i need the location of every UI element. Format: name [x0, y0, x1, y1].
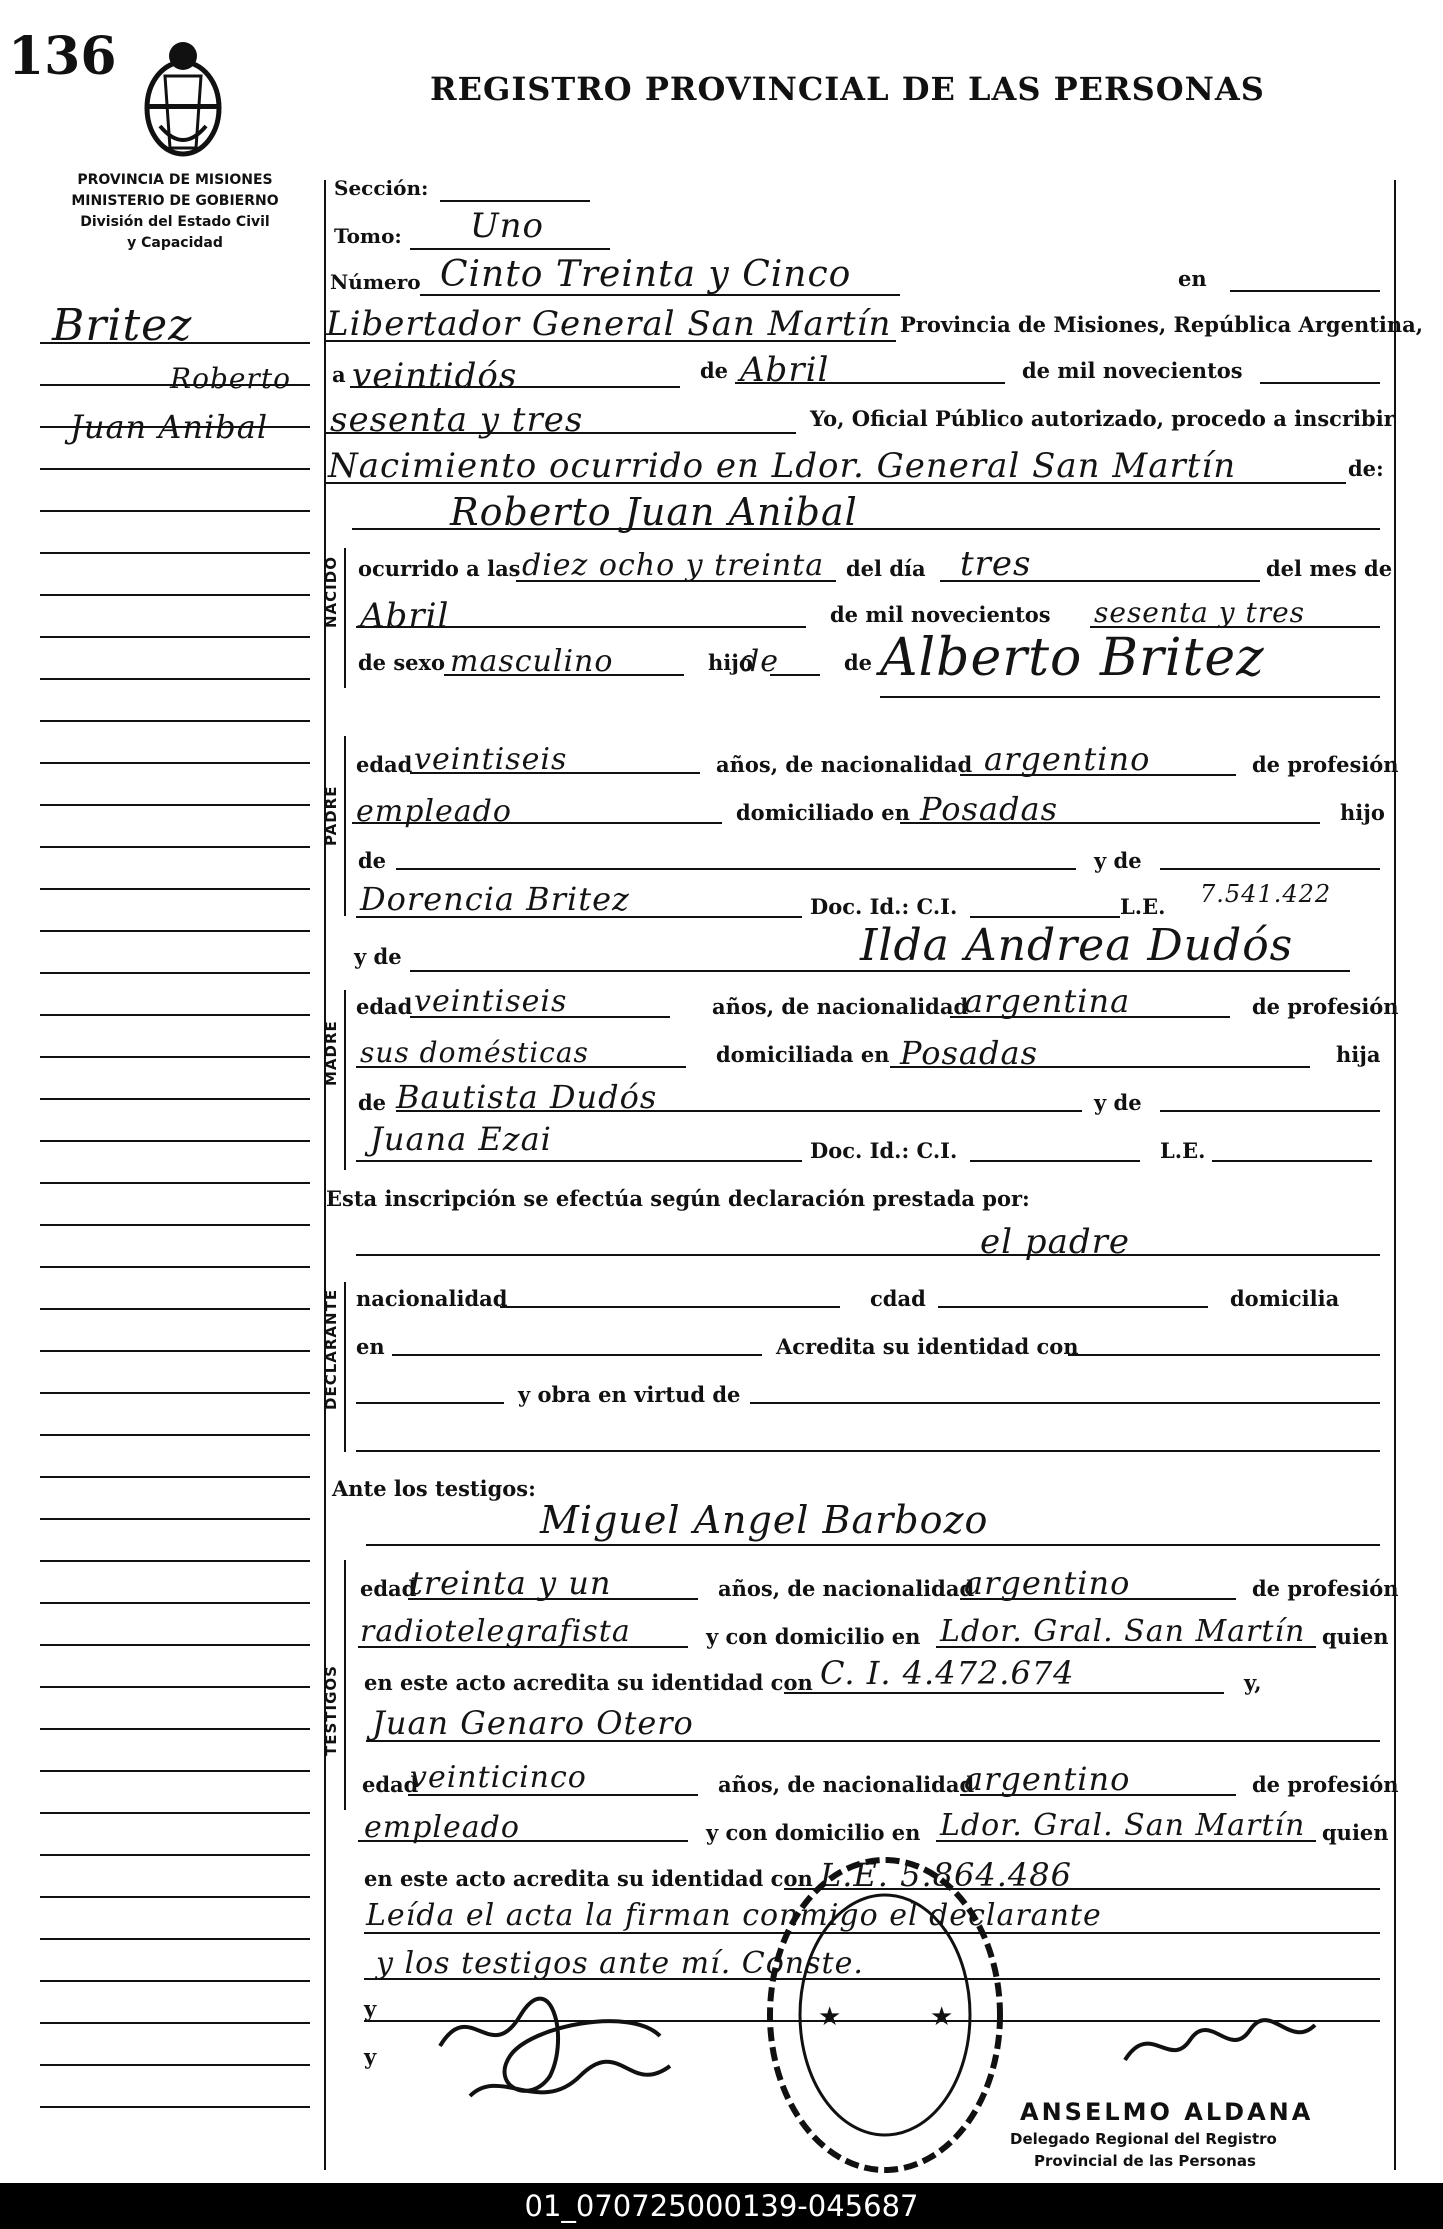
inscripcion-label: Esta inscripción se efectúa según declaración prestada por:: [326, 1186, 1030, 1211]
margin-rule: [40, 1056, 310, 1058]
margin-surname: Britez: [52, 300, 193, 351]
svg-text:★: ★: [818, 2002, 842, 2031]
margin-rule: [40, 1896, 310, 1898]
profesion-label: de profesión: [1252, 752, 1399, 777]
ocurrido-label: ocurrido a las: [358, 556, 521, 581]
official-seal-stamp: [760, 1850, 1010, 2180]
cdad-label: cdad: [870, 1286, 926, 1311]
en-label: en: [1178, 266, 1207, 291]
margin-rule: [40, 1098, 310, 1100]
ano-value: sesenta y tres: [1094, 596, 1306, 629]
de-label: de: [700, 358, 729, 383]
del-dia-label: del día: [846, 556, 926, 581]
profesion-label-2: de profesión: [1252, 994, 1399, 1019]
de-label-2: de: [844, 650, 873, 675]
page-title: REGISTRO PROVINCIAL DE LAS PERSONAS: [430, 70, 1265, 108]
acredita-label: Acredita su identidad con: [776, 1334, 1079, 1359]
edad-testigo1: treinta y un: [410, 1564, 612, 1602]
margin-rule: [40, 972, 310, 974]
margin-rule: [40, 2022, 310, 2024]
margin-rule: [40, 888, 310, 890]
margin-rule: [40, 1014, 310, 1016]
seccion-label: Sección:: [334, 176, 429, 200]
le-padre: 7.541.422: [1200, 880, 1332, 908]
signature-declarante: [430, 1976, 680, 2126]
padre-nombre: Alberto Britez: [880, 628, 1265, 688]
prof-testigo2: empleado: [364, 1810, 520, 1845]
margin-rule: [40, 384, 310, 386]
tomo-value: Uno: [470, 206, 545, 246]
office-line: MINISTERIO DE GOBIERNO: [71, 193, 279, 209]
margin-rule: [40, 468, 310, 470]
margin-rule: [40, 1140, 310, 1142]
quien-label: quien: [1322, 1624, 1389, 1649]
le-label-2: L.E.: [1160, 1138, 1206, 1163]
dia-registro: veintidós: [352, 356, 518, 396]
numero-value: Cinto Treinta y Cinco: [440, 254, 852, 295]
doc-testigo1: C. I. 4.472.674: [820, 1654, 1075, 1692]
margin-rule: [40, 510, 310, 512]
margin-given-1: Roberto: [170, 362, 291, 395]
margin-rule: [40, 1812, 310, 1814]
abuelos-paternos: Dorencia Britez: [360, 880, 630, 918]
doc-id-label: Doc. Id.: C.I.: [810, 894, 958, 919]
hijo-label-2: hijo: [1340, 800, 1385, 825]
prof-padre: empleado: [356, 794, 512, 829]
margin-rule: [40, 1728, 310, 1730]
mes-registro: Abril: [740, 350, 830, 390]
sexo-label: de sexo: [358, 650, 446, 675]
margin-rule: [40, 1392, 310, 1394]
nombre-nacido: Roberto Juan Anibal: [450, 490, 858, 534]
abuela-materna: Juana Ezai: [370, 1120, 552, 1158]
de-label-4: de: [358, 1090, 387, 1115]
en-label-2: en: [356, 1334, 385, 1359]
testigo1-nombre: Miguel Angel Barbozo: [540, 1498, 989, 1542]
margin-rule: [40, 804, 310, 806]
side-tab-nacido: NACIDO: [322, 556, 340, 628]
margin-rule: [40, 1308, 310, 1310]
margin-rule: [40, 1644, 310, 1646]
oficial-statement: Yo, Oficial Público autorizado, procedo a inscribir: [810, 406, 1395, 431]
edad-label-4: edad: [362, 1772, 419, 1797]
side-tab-declarante: DECLARANTE: [322, 1288, 340, 1410]
margin-rule: [40, 1602, 310, 1604]
edad-label-2: edad: [356, 994, 413, 1019]
nacionalidad-label: nacionalidad: [356, 1286, 508, 1311]
margin-rule: [40, 1686, 310, 1688]
margin-rule: [40, 1476, 310, 1478]
side-tab-padre: PADRE: [322, 785, 340, 846]
hora-value: diez ocho y treinta: [522, 548, 825, 583]
margin-rule: [40, 1266, 310, 1268]
del-mes-label: del mes de: [1266, 556, 1393, 581]
acredita-testigo-label-2: en este acto acredita su identidad con: [364, 1866, 813, 1891]
le-label: L.E.: [1120, 894, 1166, 919]
margin-rule: [40, 636, 310, 638]
margin-rule: [40, 846, 310, 848]
de-mil-2-label: de mil novecientos: [830, 602, 1051, 627]
de-label-3: de: [358, 848, 387, 873]
margin-rule: [40, 1518, 310, 1520]
ano-registro: sesenta y tres: [330, 400, 584, 440]
edad-padre: veintiseis: [414, 742, 568, 777]
margin-rule: [40, 1560, 310, 1562]
de-colon-label: de:: [1348, 456, 1384, 481]
profesion-label-3: de profesión: [1252, 1576, 1399, 1601]
edad-testigo2: veinticinco: [410, 1760, 587, 1795]
domiciliado-label: domiciliado en: [736, 800, 910, 825]
office-block: [30, 170, 320, 254]
prof-madre: sus domésticas: [360, 1036, 589, 1069]
firma-y-label-2: y: [364, 2044, 377, 2069]
margin-rule: [40, 426, 310, 428]
office-line: División del Estado Civil: [80, 214, 270, 230]
margin-rule: [40, 1980, 310, 1982]
margin-rule: [40, 930, 310, 932]
provincia-label: Provincia de Misiones, República Argentina,: [900, 312, 1424, 337]
profesion-label-4: de profesión: [1252, 1772, 1399, 1797]
a-label: a: [332, 362, 346, 387]
svg-text:★: ★: [930, 2002, 954, 2031]
margin-rule: [40, 1224, 310, 1226]
lugar-value: Libertador General San Martín: [326, 304, 892, 344]
tomo-label: Tomo:: [334, 224, 402, 248]
acredita-testigo-label: en este acto acredita su identidad con: [364, 1670, 813, 1695]
testigos-label: Ante los testigos:: [332, 1476, 536, 1501]
signature-oficial: [1120, 2010, 1320, 2080]
page-number: 136: [8, 26, 117, 87]
de-mil-label: de mil novecientos: [1022, 358, 1243, 383]
acto-value: Nacimiento ocurrido en Ldor. General San Martín: [328, 446, 1237, 486]
domicilia-label: domicilia: [1230, 1286, 1340, 1311]
anos-nac-label-2: años, de nacionalidad: [712, 994, 969, 1019]
side-tab-testigos: TESTIGOS: [322, 1665, 340, 1756]
domiciliada-label: domiciliada en: [716, 1042, 890, 1067]
oficial-cargo-1: Delegado Regional del Registro: [1010, 2130, 1277, 2148]
margin-rule: [40, 720, 310, 722]
mes-value: Abril: [360, 596, 450, 636]
coat-of-arms-emblem: [140, 36, 226, 158]
hija-label: hija: [1336, 1042, 1381, 1067]
anos-nac-label-3: años, de nacionalidad: [718, 1576, 975, 1601]
dom-testigo2: Ldor. Gral. San Martín: [940, 1808, 1306, 1843]
lectura-linea-1: Leída el acta la firman conmigo el declarante: [366, 1898, 1102, 1933]
margin-rule: [40, 1938, 310, 1940]
y-comma-label: y,: [1244, 1670, 1262, 1695]
y-obra-label: y obra en virtud de: [518, 1382, 741, 1407]
margin-given-2: Juan Anibal: [70, 408, 269, 446]
margin-rule: [40, 1182, 310, 1184]
margin-rule: [40, 762, 310, 764]
margin-rule: [40, 1434, 310, 1436]
dom-testigo1: Ldor. Gral. San Martín: [940, 1614, 1306, 1649]
doc-testigo2: L.E. 5.864.486: [820, 1856, 1072, 1894]
prof-testigo1: radiotelegrafista: [360, 1614, 631, 1649]
doc-id-label-2: Doc. Id.: C.I.: [810, 1138, 958, 1163]
margin-rule: [40, 2064, 310, 2066]
nac-padre: argentino: [984, 740, 1151, 778]
edad-madre: veintiseis: [414, 984, 568, 1019]
margin-rule: [40, 1854, 310, 1856]
anos-nac-label-4: años, de nacionalidad: [718, 1772, 975, 1797]
side-tab-madre: MADRE: [322, 1020, 340, 1086]
quien-label-2: quien: [1322, 1820, 1389, 1845]
y-de-label-2: y de: [354, 944, 402, 969]
firma-y-label-1: y: [364, 1996, 377, 2021]
madre-nombre: Ilda Andrea Dudós: [860, 920, 1294, 971]
margin-rule: [40, 552, 310, 554]
oficial-nombre: ANSELMO ALDANA: [1020, 2098, 1314, 2126]
y-de-label-3: y de: [1094, 1090, 1142, 1115]
margin-rule: [40, 594, 310, 596]
abuelo-materno: Bautista Dudós: [396, 1078, 658, 1116]
margin-rule: [40, 1770, 310, 1772]
sexo-value: masculino: [450, 644, 614, 679]
dia-value: tres: [960, 544, 1032, 584]
testigo2-nombre: Juan Genaro Otero: [372, 1704, 694, 1742]
nac-testigo2: argentino: [964, 1760, 1131, 1798]
numero-label: Número: [330, 270, 421, 294]
edad-label: edad: [356, 752, 413, 777]
office-line: PROVINCIA DE MISIONES: [77, 172, 273, 188]
edad-label-3: edad: [360, 1576, 417, 1601]
margin-rule: [40, 2106, 310, 2108]
file-id-footer: 01_070725000139-045687: [0, 2183, 1443, 2229]
lectura-linea-2: y los testigos ante mí. Conste.: [376, 1946, 864, 1981]
y-de-label: y de: [1094, 848, 1142, 873]
margin-rule: [40, 678, 310, 680]
dom-padre: Posadas: [920, 790, 1058, 828]
domicilio-label-2: y con domicilio en: [706, 1820, 921, 1845]
margin-rule: [40, 1350, 310, 1352]
nac-testigo1: argentino: [964, 1564, 1131, 1602]
nac-madre: argentina: [964, 982, 1131, 1020]
margin-rule: [40, 342, 310, 344]
hijo-label: hijo: [708, 650, 753, 675]
dom-madre: Posadas: [900, 1034, 1038, 1072]
oficial-cargo-2: Provincial de las Personas: [1034, 2152, 1256, 2170]
office-line: y Capacidad: [127, 235, 223, 251]
declarante-value: el padre: [980, 1222, 1130, 1262]
domicilio-label: y con domicilio en: [706, 1624, 921, 1649]
hijo-value: de: [740, 644, 779, 679]
anos-nac-label: años, de nacionalidad: [716, 752, 973, 777]
